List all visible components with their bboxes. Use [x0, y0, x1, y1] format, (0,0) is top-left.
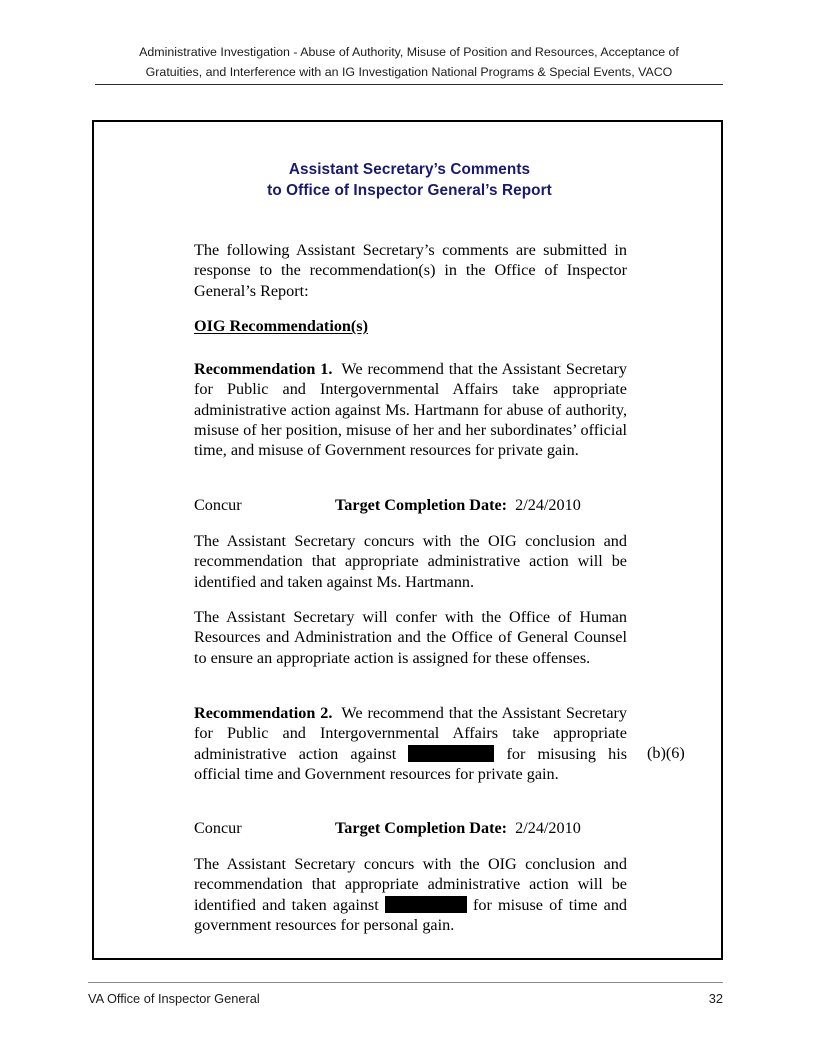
target-completion-date-value-2: 2/24/2010 — [515, 819, 581, 837]
recommendation-2-response-text-before-redaction: The Assistant Secretary concurs with the OIG conclusion and recommendation that appropriate administrative action will be identified and taken against — [194, 855, 627, 914]
header-line-2: Gratuities, and Interference with an IG Investigation National Programs & Special Events, VACO — [145, 65, 673, 79]
footer-organization: VA Office of Inspector General — [88, 991, 260, 1006]
page-title — [94, 160, 725, 201]
recommendation-1-response-paragraph-1: The Assistant Secretary concurs with the OIG conclusion and recommendation that appropriate administrative action will be identified and taken against Ms. Hartmann. — [194, 532, 627, 591]
header-line-1: Administrative Investigation - Abuse of Authority, Misuse of Position and Resources, Acceptance of — [139, 45, 679, 59]
concur-row-2 — [194, 818, 627, 838]
section-heading-oig-recommendations: OIG Recommendation(s) — [194, 317, 368, 335]
redaction-bar-name-2 — [385, 896, 467, 913]
page-running-header — [95, 44, 723, 85]
recommendation-1-response-paragraph-2: The Assistant Secretary will confer with the Office of Human Resources and Administration and the Office of General Counsel to ensure an appropriate action is assigned for these offenses. — [194, 608, 627, 667]
margin-note-exemption-b6: (b)(6) — [647, 744, 685, 762]
intro-paragraph: The following Assistant Secretary’s comments are submitted in response to the recommendation(s) in the Office of Inspector General’s Report: — [194, 241, 627, 300]
recommendation-1-paragraph — [194, 359, 627, 460]
footer-divider-rule — [88, 982, 723, 983]
recommendation-2-paragraph — [194, 703, 627, 784]
recommendation-2-response-paragraph — [194, 854, 627, 935]
target-completion-date-value-1: 2/24/2010 — [515, 496, 581, 514]
recommendation-2-response-text-after-redaction: for misuse of time and government resources for personal gain. — [194, 895, 628, 934]
page-title-line-2: to Office of Inspector General’s Report — [267, 181, 552, 199]
concur-label-2: Concur — [194, 819, 242, 837]
page-footer — [88, 982, 723, 1006]
recommendation-1-label: Recommendation 1. — [194, 360, 333, 378]
document-content-box — [92, 120, 723, 960]
header-divider-rule — [95, 84, 723, 85]
redaction-bar-name-1 — [408, 745, 494, 762]
recommendation-2-text-after-redaction: for misusing his official time and Government resources for private gain. — [194, 744, 627, 783]
recommendation-1-text: We recommend that the Assistant Secretary for Public and Intergovernmental Affairs take appropriate administrative action against Ms. Hartmann for abuse of authority, misuse of her position, misuse of her and her subordinates’ official time, and misuse of Government resources for private gain. — [194, 360, 627, 460]
target-completion-date-label-2: Target Completion Date: — [335, 819, 508, 837]
concur-label-1: Concur — [194, 496, 242, 514]
footer-page-number: 32 — [708, 991, 723, 1006]
page-title-line-1: Assistant Secretary’s Comments — [288, 161, 531, 178]
target-completion-date-label-1: Target Completion Date: — [335, 496, 508, 514]
recommendation-2-label: Recommendation 2. — [194, 704, 333, 722]
recommendation-2-text-before-redaction: We recommend that the Assistant Secretary for Public and Intergovernmental Affairs take appropriate administrative action against — [194, 704, 627, 763]
concur-row-1 — [194, 495, 627, 515]
